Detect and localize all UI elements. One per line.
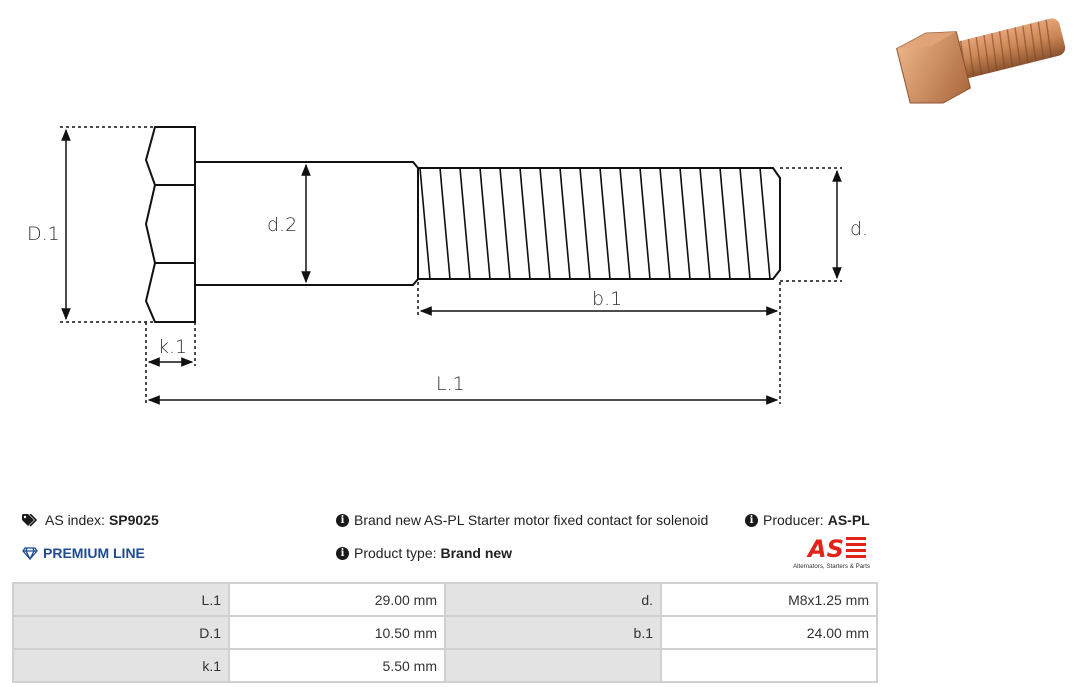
- table-row: [13, 583, 877, 616]
- producer-label: Producer:: [763, 512, 824, 528]
- product-photo: [893, 6, 1073, 106]
- product-type-label: Product type:: [354, 545, 437, 561]
- description-text: Brand new AS-PL Starter motor fixed contact for solenoid: [354, 512, 709, 528]
- as-index-label: AS index:: [45, 512, 105, 528]
- producer-value: AS-PL: [827, 512, 870, 528]
- label-d2: d.2: [267, 214, 298, 236]
- spec-key: b.1: [445, 616, 661, 649]
- spec-value: 24.00 mm: [661, 616, 877, 649]
- spec-value: [661, 649, 877, 682]
- info-icon: i: [336, 514, 349, 527]
- bolt-head: [146, 127, 195, 322]
- label-k1: k.1: [158, 336, 188, 358]
- label-L1: L.1: [436, 373, 465, 395]
- table-row: [13, 616, 877, 649]
- specs-table: [12, 582, 878, 683]
- as-pl-logo: [790, 533, 880, 571]
- premium-line[interactable]: [22, 545, 145, 561]
- table-row: [13, 649, 877, 682]
- spec-key: k.1: [13, 649, 229, 682]
- spec-key: L.1: [13, 583, 229, 616]
- label-D1: D.1: [27, 223, 60, 245]
- spec-key: d.: [445, 583, 661, 616]
- label-d: d.: [850, 218, 869, 240]
- spec-value: M8x1.25 mm: [661, 583, 877, 616]
- as-index-value: SP9025: [108, 512, 159, 528]
- description: [336, 512, 708, 528]
- producer: [745, 512, 870, 528]
- diamond-icon: [22, 547, 38, 560]
- product-type: [336, 545, 512, 561]
- svg-text:AS: AS: [808, 535, 844, 563]
- spec-key: [445, 649, 661, 682]
- info-icon: i: [336, 547, 349, 560]
- spec-value: 10.50 mm: [229, 616, 445, 649]
- spec-key: D.1: [13, 616, 229, 649]
- spec-value: 5.50 mm: [229, 649, 445, 682]
- tags-icon: [22, 514, 40, 527]
- as-index: [22, 512, 159, 528]
- premium-line-label: PREMIUM LINE: [43, 545, 145, 561]
- svg-text:Alternators, Starters & Parts: Alternators, Starters & Parts: [793, 563, 871, 570]
- product-type-value: Brand new: [440, 545, 513, 561]
- spec-value: 29.00 mm: [229, 583, 445, 616]
- info-icon: i: [745, 514, 758, 527]
- label-b1: b.1: [592, 288, 623, 310]
